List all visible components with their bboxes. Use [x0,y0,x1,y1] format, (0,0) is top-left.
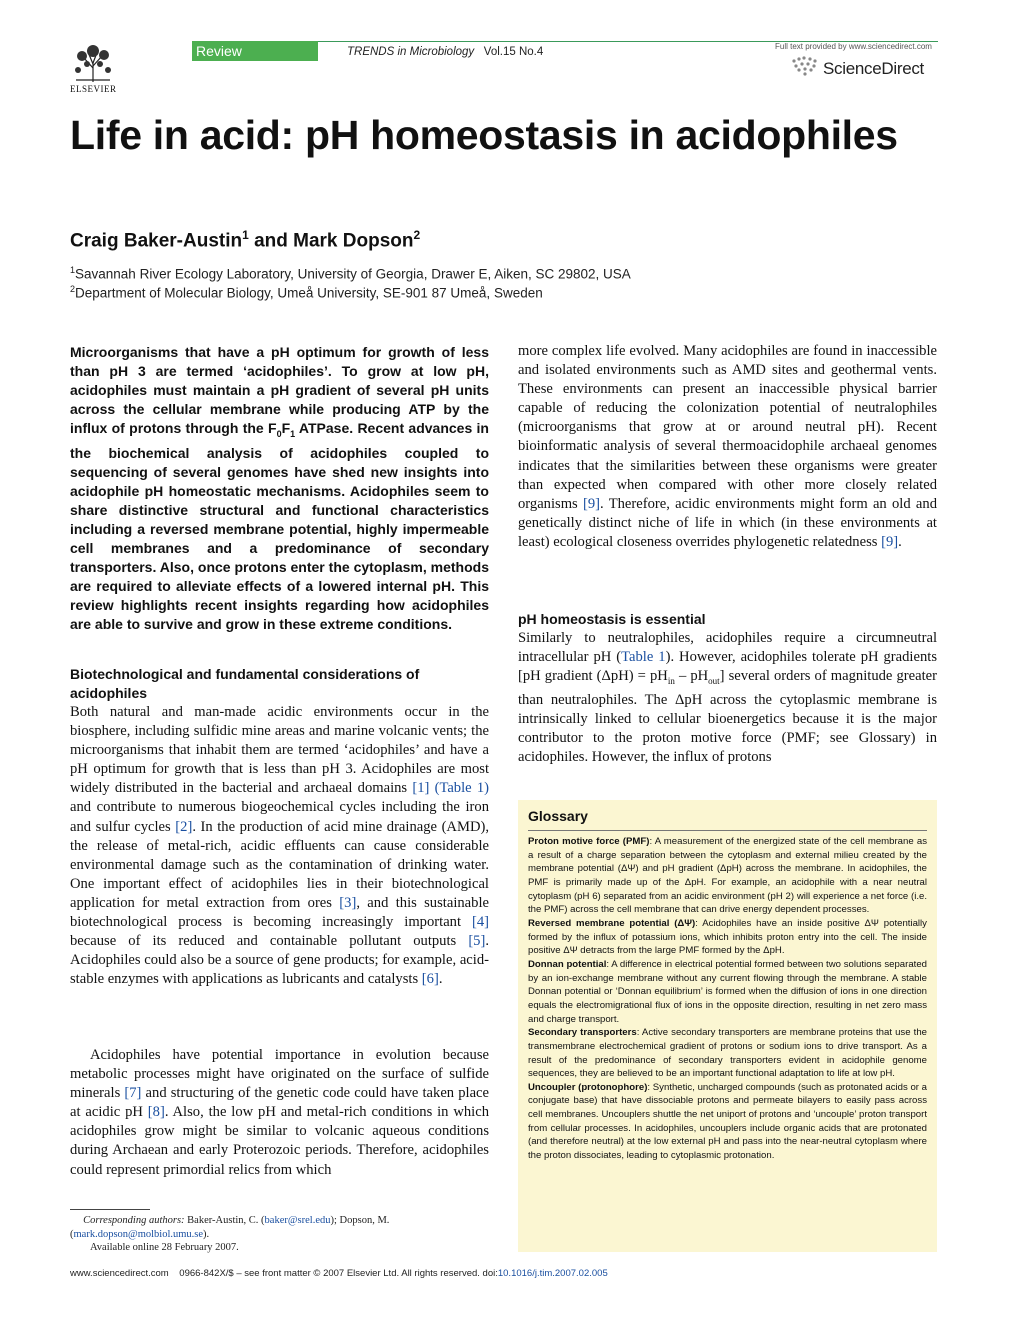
publisher-wordmark: ELSEVIER [70,84,117,94]
section-tab: Review [192,41,318,61]
journal-name: TRENDS in Microbiology [347,46,475,58]
body-text: ). However, acidophiles tolerate pH gradients [pH gradient (ΔpH) = pH [518,649,937,685]
affiliation-text: Savannah River Ecology Laboratory, University of Georgia, Drawer E, Aiken, SC 29802, USA [75,266,631,282]
body-paragraph [518,342,937,552]
glossary-definition: : Synthetic, uncharged compounds (such as protonated acids or a conjugate base) that have dissociable protons and permeate bilayers to easily pass across cell membranes. Uncouplers shuttle the net uniport of protons and ‘uncouple’ proton transport from cellular processes. In acidophiles, uncouplers include organic acids that are protonated (and therefore neutral) at the low external pH and pass into the near-neutral cytoplasm where the proton dissociates, leading to cytoplasmic protonation. [528,1081,928,1162]
citation-link[interactable]: [1] [412,780,430,797]
abstract-text: ATPase. Recent advances in the biochemical analysis of acidophiles coupled to sequencing of several genomes have shed new insights into acidophile pH homeostatic mechanisms. Acidophiles seem to share distinctive structural and functional characteristics including a reversed membrane potential, highly impermeable cell membranes and a predominance of secondary transporters. Also, once protons enter the cytoplasm, methods are required to alleviate effects of a lowered internal pH. This review highlights recent insights regarding how acidophiles are able to survive and grow in these extreme conditions. [70,420,489,633]
glossary-term: Reversed membrane potential (ΔΨ) [528,917,696,929]
glossary-entry [528,1026,927,1081]
site-link[interactable]: www.sciencedirect.com [70,1268,169,1279]
body-text: , and this sustainable biotechnological process is becoming increasingly important [70,894,489,931]
email-link[interactable]: mark.dopson@molbiol.umu.se [73,1229,204,1240]
affil-marker: 2 [70,284,76,294]
body-text: . In the production of acid mine drainage (AMD), the release of metal-rich, acidic effluents can cause considerable environmental damage such as the contamination of drinking water. One important effect of acidophiles lies in their biotechnological application for metal extraction from ores [70,818,489,911]
subscript: out [708,676,720,687]
body-text: more complex life evolved. Many acidophiles are found in inaccessible and isolated environments such as AMD sites and geothermal vents. These environments can present an inaccessible physical barrier capable of reducing the colonization potential of neutralophiles (microorganisms that grow at or around neutral pH). Recent bioinformatic analysis of several thermoacidophile archaeal genomes indicates that the similarities between these organisms were greater than expected when compared with other more closely related organisms [518,343,937,512]
affiliation [70,265,631,282]
article-title: Life in acid: pH homeostasis in acidophiles [70,112,898,158]
body-paragraph [70,703,489,989]
body-text: Similarly to neutralophiles, acidophiles require a circumneutral intracellular pH ( [518,630,937,666]
provided-by-text: Full text provided by www.sciencedirect.com [775,42,932,51]
body-text: . Acidophiles could also be a source of gene products; for example, acid-stable enzymes with applications as lubricants and catalysts [70,933,489,988]
author-name: Craig Baker-Austin [70,230,243,252]
glossary-entry [528,958,927,1026]
doi-link[interactable]: 10.1016/j.tim.2007.02.005 [497,1268,608,1279]
glossary-definition: : A measurement of the energized state of the cell membrane as a result of a charge separation between the cytoplasm and external milieu created by the membrane potential (ΔΨ) and pH gradient (ΔpH) across the membrane. In acidophiles, the PMF is primarily made up of the ΔpH. For example, an acidophile with a near neutral cytoplasm (pH 6) separated from an acidic environment (pH 2) will experience a net force (i.e. the PMF) across the cell membrane that can drive energy dependent processes. [528,836,927,916]
citation-link[interactable]: [7] [124,1085,142,1102]
glossary-definition: : Active secondary transporters are membrane proteins that use the transmembrane electrochemical gradient of protons or sodium ions to drive transport. As a result of the predominance of secondary transporters evident in acidophile genome sequences, they are believed to be an important functional adaptation to life at low pH. [528,1027,927,1080]
body-text: Acidophiles have potential importance in evolution because metabolic processes might have originated on the surface of sulfide minerals [70,1047,489,1102]
author-name: Mark Dopson [293,230,414,252]
table-link[interactable]: (Table 1) [434,780,490,797]
table-link[interactable]: Table 1 [621,649,666,666]
sciencedirect-dots-icon [790,55,820,77]
citation-link[interactable]: [9] [881,533,899,550]
page-footer [70,1268,608,1279]
body-text: and contribute to numerous biogeochemical cycles including the iron and sulfur cycles [70,799,489,835]
citation-link[interactable]: [2] [175,818,193,835]
glossary-definition: : A difference in electrical potential formed between two solutions separated by an ion-exchange membrane without any current flowing through the membrane. A stable Donnan potential or ‘Donnan equilibrium’ is formed when the diffusion of ions in one direction equals the electromigrational flux of ions in the opposite direction, resulting in net zero mass and charge transport. [528,958,927,1025]
body-text: Both natural and man-made acidic environments occur in the biosphere, including sulfidic mine areas and marine volcanic vents; the microorganisms that inhabit them are termed ‘acidophiles’ and have a pH optimum for growth that is less than pH 3. Acidophiles are most widely distributed in the bacterial and archaeal domains [70,704,489,797]
citation-link[interactable]: [8] [147,1104,165,1121]
body-text: because of its reduced and containable pollutant outputs [70,933,469,950]
glossary-definition: : Acidophiles have an inside positive ΔΨ potentially formed by the influx of potassium ions, which inhibits proton entry into the cell. The inside positive ΔΨ detracts from the large PMF formed by the ΔpH. [528,917,927,957]
body-text: . [438,971,443,988]
author-affil-marker: 2 [413,228,421,242]
author-join: and [248,230,294,252]
section-heading: pH homeostasis is essential [518,611,706,627]
sciencedirect-brand[interactable]: ScienceDirect [823,59,924,78]
body-text: – pH [674,668,709,685]
body-paragraph [70,1046,489,1180]
body-text: . Therefore, acidic environments might form an old and genetically distinct niche of life in which (in these environments at least) ecological closeness overrides phylogenetic relatedness [518,495,937,550]
affiliation [70,284,543,301]
body-text: ] several orders of magnitude greater than neutralophiles. The ΔpH across the cytoplasmic membrane is intrinsically linked to cellular bioenergetics because it is the major contributor to the proton motive force (PMF; see Glossary) in acidophiles. However, the influx of protons [518,668,937,766]
journal-info [347,46,543,58]
subscript: in [667,676,675,687]
affil-marker: 1 [70,265,76,275]
footnote-text: ); Dopson, M. ( [70,1215,390,1240]
citation-link[interactable]: [4] [471,914,489,931]
author-line [70,228,420,252]
subscript: 0 [276,428,282,439]
glossary-term: Donnan potential [528,958,607,970]
glossary-entry [528,917,927,958]
glossary-rule [528,830,927,831]
body-paragraph [518,629,937,768]
glossary-entry [528,1081,927,1163]
subscript: 1 [290,428,296,439]
body-text: and structuring of the genetic code could have taken place at acidic pH [70,1085,490,1121]
citation-link[interactable]: [9] [583,495,601,512]
footnote-text: Baker-Austin, C. ( [184,1215,265,1226]
body-text: . Also, the low pH and metal-rich conditions in which acidophiles grow might be similar to volcanic aqueous conditions during Archaean and early Proterozoic periods. Therefore, acidophiles could represent primordial relics from which [70,1104,489,1178]
section-heading: Biotechnological and fundamental considerations of acidophiles [70,666,420,701]
glossary-term: Uncoupler (protonophore) [528,1081,648,1093]
citation-link[interactable]: [5] [468,933,486,950]
footnote-text: ). [203,1229,210,1240]
abstract-text: F [281,420,291,437]
affiliation-text: Department of Molecular Biology, Umeå University, SE-901 87 Umeå, Sweden [75,285,543,301]
email-link[interactable]: baker@srel.edu [264,1215,331,1226]
abstract [70,343,489,635]
corresponding-authors-note [70,1214,490,1242]
glossary-title: Glossary [528,808,588,824]
body-text: . [898,533,902,550]
glossary-box [518,800,937,1252]
glossary-term: Secondary transporters [528,1027,637,1039]
abstract-text: Microorganisms that have a pH optimum for growth of less than pH 3 are termed ‘acidophiles’. To grow at low pH, acidophiles must maintain a pH gradient of several pH units across the cellular membrane while producing ATP by the influx of protons through the F [70,344,489,437]
available-online-note: Available online 28 February 2007. [90,1242,239,1253]
glossary-term: Proton motive force (PMF) [528,836,650,847]
glossary-entry [528,835,927,917]
footer-issn: 0966-842X/$ – see front matter © 2007 Elsevier Ltd. All rights reserved. doi: [179,1268,498,1279]
footnote-label: Corresponding authors: [83,1215,185,1226]
footnote-rule [70,1209,150,1210]
citation-link[interactable]: [3] [339,894,357,911]
citation-link[interactable]: [6] [421,971,439,988]
author-affil-marker: 1 [242,228,249,242]
journal-volume: Vol.15 No.4 [483,46,544,58]
